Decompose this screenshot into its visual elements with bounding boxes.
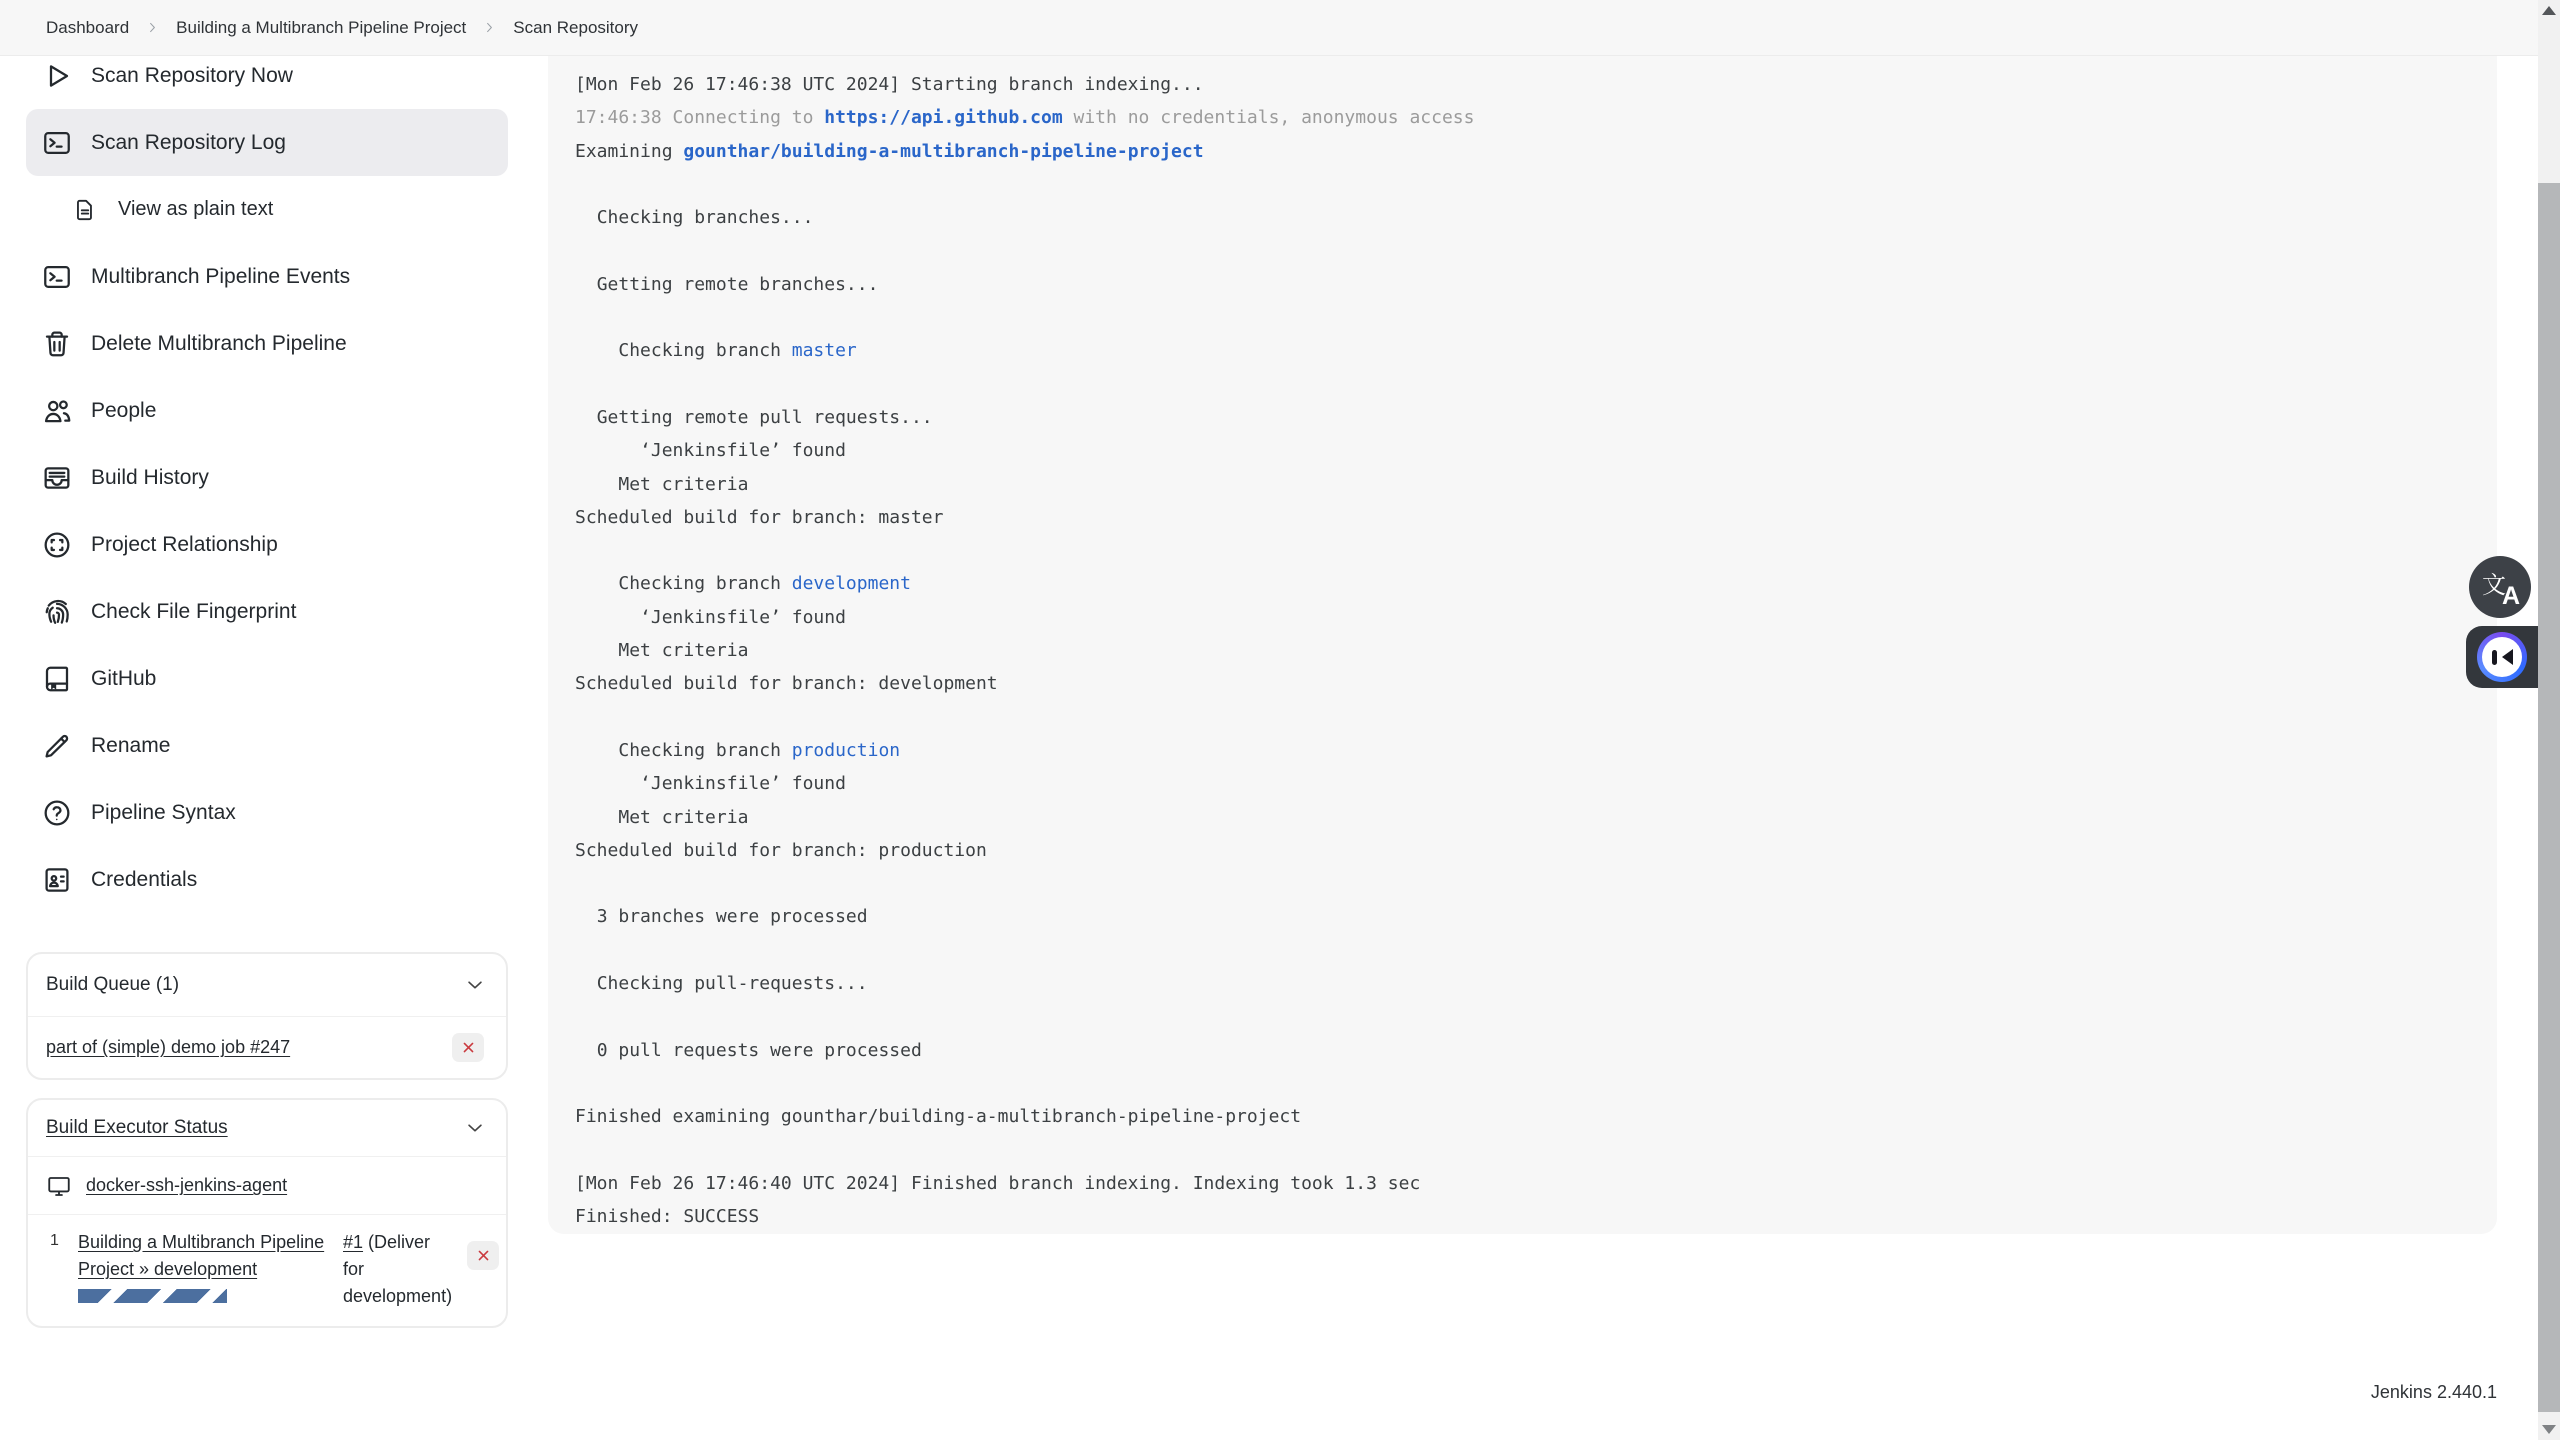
log-blank-line: [575, 234, 2473, 267]
sidebar-item-scan-repository-log[interactable]: [26, 109, 508, 176]
log-text: ‘Jenkinsfile’ found: [575, 606, 846, 628]
chevron-right-icon: [145, 20, 160, 35]
log-text: [Mon Feb 26 17:46:38 UTC 2024] Starting branch indexing...: [575, 74, 1204, 95]
log-link[interactable]: gounthar/building-a-multibranch-pipeline-project: [683, 140, 1204, 162]
log-blank-line: [575, 1134, 2473, 1167]
scrollbar-thumb[interactable]: [2538, 183, 2560, 1412]
log-text: Checking branch: [575, 573, 792, 595]
log-blank-line: [575, 368, 2473, 401]
scrollbar[interactable]: [2538, 0, 2560, 1440]
archive-icon: [41, 462, 73, 494]
sidebar-item-github[interactable]: [26, 645, 508, 712]
log-text: Getting remote branches...: [575, 273, 879, 295]
build-executor-status-panel: [26, 1098, 508, 1328]
executor-build-info: [343, 1229, 455, 1310]
log-line: [575, 1034, 2473, 1067]
log-line: [575, 801, 2473, 834]
credentials-icon: [41, 864, 73, 896]
log-blank-line: [575, 1067, 2473, 1100]
document-icon: [72, 197, 98, 223]
log-text: 0 pull requests were processed: [575, 1039, 922, 1061]
log-text: ‘Jenkinsfile’ found: [575, 440, 846, 462]
sidebar-item-label: View as plain text: [118, 198, 274, 220]
sidebar-item-label: Pipeline Syntax: [91, 800, 236, 824]
sidebar-item-label: Multibranch Pipeline Events: [91, 264, 351, 288]
log-line: [575, 501, 2473, 534]
scrollbar-up-arrow[interactable]: [2542, 6, 2556, 15]
log-text: Checking branches...: [575, 207, 814, 229]
chevron-down-icon[interactable]: [464, 1117, 486, 1139]
build-queue-items: [28, 1016, 506, 1078]
log-text: Checking pull-requests...: [575, 973, 868, 995]
console-log: [575, 68, 2473, 1233]
log-line: [575, 1100, 2473, 1133]
log-line: [575, 401, 2473, 434]
sidebar-item-check-file-fingerprint[interactable]: [26, 578, 508, 645]
log-blank-line: [575, 534, 2473, 567]
log-text: Met criteria: [575, 473, 749, 495]
log-link[interactable]: master: [791, 340, 857, 362]
log-line: [575, 734, 2473, 767]
log-text: Met criteria: [575, 640, 749, 662]
trash-icon: [41, 328, 73, 360]
sidebar-item-label: Credentials: [91, 867, 198, 891]
log-line: [575, 1167, 2473, 1200]
log-line: [575, 101, 2473, 134]
log-line: [575, 900, 2473, 933]
log-line: [575, 434, 2473, 467]
build-executor-status-link[interactable]: Build Executor Status: [46, 1117, 228, 1138]
log-link[interactable]: development: [791, 573, 911, 595]
log-line: [575, 334, 2473, 367]
sidebar-item-project-relationship[interactable]: [26, 511, 508, 578]
log-link[interactable]: production: [791, 739, 901, 761]
log-line: [575, 767, 2473, 800]
breadcrumb-item-building-a-multibranch-pipeline-project[interactable]: Building a Multibranch Pipeline Project: [176, 17, 467, 37]
log-text: Scheduled build for branch: development: [575, 673, 998, 695]
sidebar-item-view-as-plain-text[interactable]: [26, 176, 508, 243]
breadcrumb-bar: [0, 0, 2560, 56]
sidebar-item-label: People: [91, 398, 157, 422]
log-text: Scheduled build for branch: master: [575, 506, 944, 528]
build-executor-header: [28, 1100, 506, 1156]
sidebar-item-label: Build History: [91, 465, 209, 489]
executor-build-link[interactable]: #1: [343, 1232, 364, 1252]
log-blank-line: [575, 701, 2473, 734]
fingerprint-icon: [41, 596, 73, 628]
sidebar-item-label: Delete Multibranch Pipeline: [91, 331, 347, 355]
log-line: [575, 468, 2473, 501]
log-blank-line: [575, 867, 2473, 900]
log-text: Checking branch: [575, 340, 792, 362]
log-line: [575, 967, 2473, 1000]
breadcrumb-item-scan-repository[interactable]: Scan Repository: [513, 17, 639, 37]
help-icon: [41, 797, 73, 829]
ai-assistant-button[interactable]: [2466, 626, 2546, 688]
log-line: [575, 201, 2473, 234]
sidebar-item-people[interactable]: [26, 377, 508, 444]
terminal-icon: [41, 127, 73, 159]
log-line: [575, 1200, 2473, 1233]
jenkins-version: Jenkins 2.440.1: [2370, 1382, 2497, 1402]
translate-button[interactable]: 文 A: [2469, 556, 2531, 618]
log-line: [575, 601, 2473, 634]
log-line: [575, 834, 2473, 867]
build-queue-panel: [26, 952, 508, 1080]
relationship-icon: [41, 529, 73, 561]
log-blank-line: [575, 1000, 2473, 1033]
breadcrumb: [0, 0, 2560, 55]
log-line: [575, 135, 2473, 168]
cancel-queued-build-button[interactable]: [452, 1033, 484, 1062]
log-text: Checking branch: [575, 739, 792, 761]
build-queue-title: Build Queue (1): [46, 974, 180, 995]
log-line: [575, 567, 2473, 600]
log-line: [575, 268, 2473, 301]
executor-build-note: (Deliver for development): [343, 1232, 453, 1306]
chevron-right-icon: [482, 20, 497, 35]
log-line: [575, 634, 2473, 667]
sidebar-item-label: GitHub: [91, 666, 157, 690]
log-blank-line: [575, 934, 2473, 967]
log-text: [Mon Feb 26 17:46:40 UTC 2024] Finished branch indexing. Indexing took 1.3 sec: [575, 1172, 1421, 1194]
ai-assistant-icon: [2477, 632, 2527, 682]
log-link[interactable]: https://api.github.com: [824, 107, 1063, 129]
sidebar-item-label: Scan Repository Now: [91, 63, 293, 87]
log-text: ‘Jenkinsfile’ found: [575, 773, 846, 795]
translate-icon: 文: [2482, 572, 2506, 599]
pencil-icon: [41, 730, 73, 762]
sidebar-item-delete-multibranch-pipeline[interactable]: [26, 310, 508, 377]
console-log-panel: [548, 56, 2497, 1234]
chevron-down-icon[interactable]: [464, 974, 486, 996]
executor-number: 1: [50, 1232, 59, 1249]
log-text: Finished examining gounthar/building-a-multibranch-pipeline-project: [575, 1106, 1302, 1128]
sidebar-item-multibranch-pipeline-events[interactable]: [26, 243, 508, 310]
log-line: [575, 68, 2473, 101]
terminal-icon: [41, 261, 73, 293]
sidebar-item-label: Rename: [91, 733, 171, 757]
executor-job-link[interactable]: Building a Multibranch Pipeline Project » development: [78, 1232, 325, 1279]
people-icon: [41, 395, 73, 427]
executor-job: [78, 1229, 331, 1310]
log-text: Met criteria: [575, 806, 749, 828]
log-text: Scheduled build for branch: production: [575, 839, 987, 861]
log-blank-line: [575, 168, 2473, 201]
log-text: 17:46:38 Connecting to: [575, 107, 825, 129]
log-text: Getting remote pull requests...: [575, 406, 933, 428]
log-blank-line: [575, 301, 2473, 334]
build-queue-item: [28, 1016, 506, 1078]
log-line: [575, 667, 2473, 700]
book-icon: [41, 663, 73, 695]
executor-row: [28, 1214, 506, 1326]
sidebar-item-label: Project Relationship: [91, 532, 278, 556]
sidebar-item-label: Check File Fingerprint: [91, 599, 297, 623]
log-text: 3 branches were processed: [575, 906, 868, 928]
log-text: Examining: [575, 140, 684, 162]
queued-job-link[interactable]: part of (simple) demo job #247: [46, 1037, 291, 1057]
sidebar-item-credentials[interactable]: [26, 846, 508, 913]
sidebar-item-label: Scan Repository Log: [91, 130, 286, 154]
log-text: Finished: SUCCESS: [575, 1206, 760, 1228]
play-icon: [41, 60, 73, 92]
build-progress-bar[interactable]: [78, 1289, 227, 1303]
cancel-build-button[interactable]: [467, 1241, 499, 1270]
sidebar: [26, 42, 508, 913]
log-text: with no credentials, anonymous access: [1062, 107, 1475, 129]
sidebar-item-pipeline-syntax[interactable]: [26, 779, 508, 846]
breadcrumb-item-dashboard[interactable]: Dashboard: [46, 17, 130, 37]
agent-link[interactable]: docker-ssh-jenkins-agent: [86, 1175, 288, 1195]
sidebar-item-build-history[interactable]: [26, 444, 508, 511]
sidebar-item-rename[interactable]: [26, 712, 508, 779]
computer-monitor-icon: [46, 1173, 72, 1199]
agent-row: [28, 1156, 506, 1214]
scrollbar-down-arrow[interactable]: [2542, 1425, 2556, 1434]
build-queue-header: [28, 954, 506, 1016]
